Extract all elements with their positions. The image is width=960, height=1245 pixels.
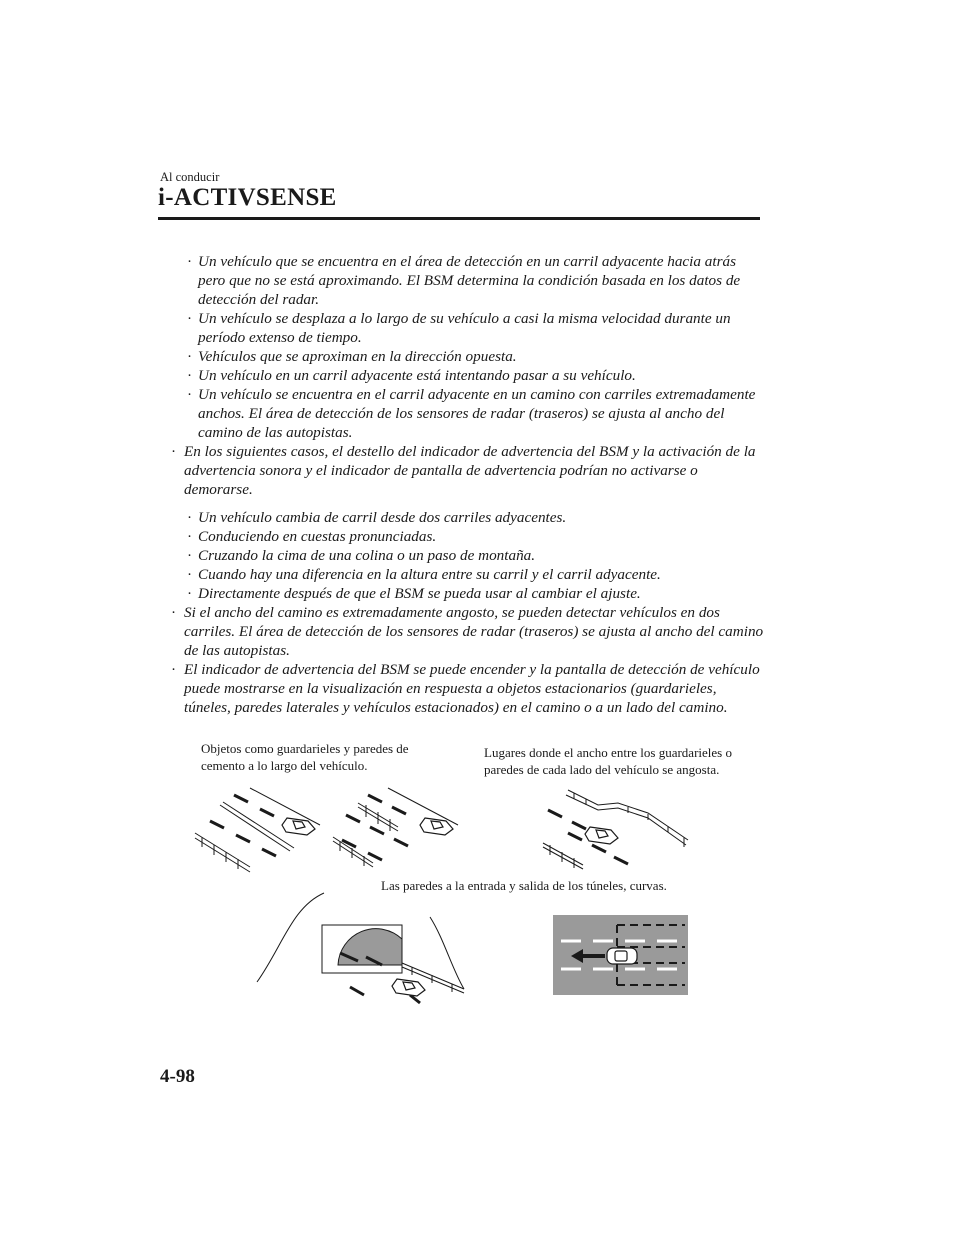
car-icon	[585, 827, 618, 844]
bullet-dot: ·	[171, 443, 177, 460]
figure-caption-right: Lugares donde el ancho entre los guardarieles o paredes de cada lado del vehículo se angosta.	[484, 745, 732, 777]
list-item-text: Un vehículo en un carril adyacente está intentando pasar a su vehículo.	[198, 367, 636, 384]
narrowing-guardrail-illustration	[538, 785, 693, 875]
bullet-text: En los siguientes casos, el destello del indicador de advertencia del BSM y la activación de la advertencia sonora y el indicador de pantalla de advertencia podrían no activarse o demorarse.	[184, 443, 756, 498]
bullet-item	[150, 603, 766, 660]
bullet-dot: ·	[187, 253, 193, 270]
list-item-text: Un vehículo que se encuentra en el área de detección en un carril adyacente hacia atrás pero que no se está aproximando. El BSM determina la condición basada en los datos de detección del radar.	[198, 253, 741, 308]
bullet-dot: ·	[187, 547, 193, 564]
list-item	[150, 565, 766, 584]
list-item	[150, 309, 766, 347]
bullet-dot: ·	[187, 310, 193, 327]
list-item	[150, 385, 766, 442]
list-item	[150, 527, 766, 546]
detection-area-illustration	[553, 915, 688, 995]
list-item	[150, 508, 766, 527]
bullet-dot: ·	[187, 585, 193, 602]
list-item-text: Un vehículo se desplaza a lo largo de su vehículo a casi la misma velocidad durante un período extenso de tiempo.	[198, 310, 731, 346]
list-item	[150, 584, 766, 603]
list-item-text: Vehículos que se aproximan en la dirección opuesta.	[198, 348, 517, 365]
bullet-dot: ·	[187, 348, 193, 365]
figure-caption-bottom: Las paredes a la entrada y salida de los túneles, curvas.	[381, 878, 667, 893]
car-icon	[392, 979, 425, 996]
figure-caption-left: Objetos como guardarieles y paredes de cemento a lo largo del vehículo.	[201, 741, 409, 773]
section-label: Al conducir	[160, 170, 220, 184]
list-item-text: Conduciendo en cuestas pronunciadas.	[198, 528, 437, 545]
header-rule	[158, 217, 760, 220]
list-item	[150, 347, 766, 366]
bullet-item	[150, 442, 766, 499]
cement-wall-illustration	[328, 785, 468, 875]
page-number: 4-98	[160, 1066, 195, 1087]
guardrail-illustration	[190, 785, 330, 875]
list-item-text: Un vehículo cambia de carril desde dos carriles adyacentes.	[198, 509, 567, 526]
car-icon	[607, 948, 637, 964]
body-text	[150, 252, 766, 717]
list-item	[150, 252, 766, 309]
bullet-item	[150, 660, 766, 717]
chapter-title: i-ACTIVSENSE	[158, 184, 337, 211]
bullet-dot: ·	[171, 661, 177, 678]
bullet-text: El indicador de advertencia del BSM se puede encender y la pantalla de detección de vehículo puede mostrarse en la visualización en respuesta a objetos estacionarios (guardarieles, túneles, paredes laterales y vehículos estacionados) en el camino o a un lado del camino.	[184, 661, 760, 716]
bullet-dot: ·	[187, 566, 193, 583]
bullet-dot: ·	[187, 509, 193, 526]
bullet-dot: ·	[187, 386, 193, 403]
bullet-text: Si el ancho del camino es extremadamente angosto, se pueden detectar vehículos en dos carriles. El área de detección de los sensores de radar (traseros) se ajusta al ancho del camino de las autopistas.	[184, 604, 764, 659]
bullet-dot: ·	[187, 367, 193, 384]
bullet-dot: ·	[187, 528, 193, 545]
car-icon	[420, 818, 453, 835]
list-item-text: Cuando hay una diferencia en la altura entre su carril y el carril adyacente.	[198, 566, 661, 583]
car-icon	[282, 818, 315, 835]
list-item	[150, 546, 766, 565]
tunnel-illustration	[252, 887, 477, 1012]
list-item-text: Un vehículo se encuentra en el carril adyacente en un camino con carriles extremadamente anchos. El área de detección de los sensores de radar (traseros) se ajusta al ancho del camino de las autopistas.	[198, 386, 756, 441]
list-item-text: Cruzando la cima de una colina o un paso de montaña.	[198, 547, 536, 564]
list-item	[150, 366, 766, 385]
list-item-text: Directamente después de que el BSM se pueda usar al cambiar el ajuste.	[198, 585, 641, 602]
bullet-dot: ·	[171, 604, 177, 621]
